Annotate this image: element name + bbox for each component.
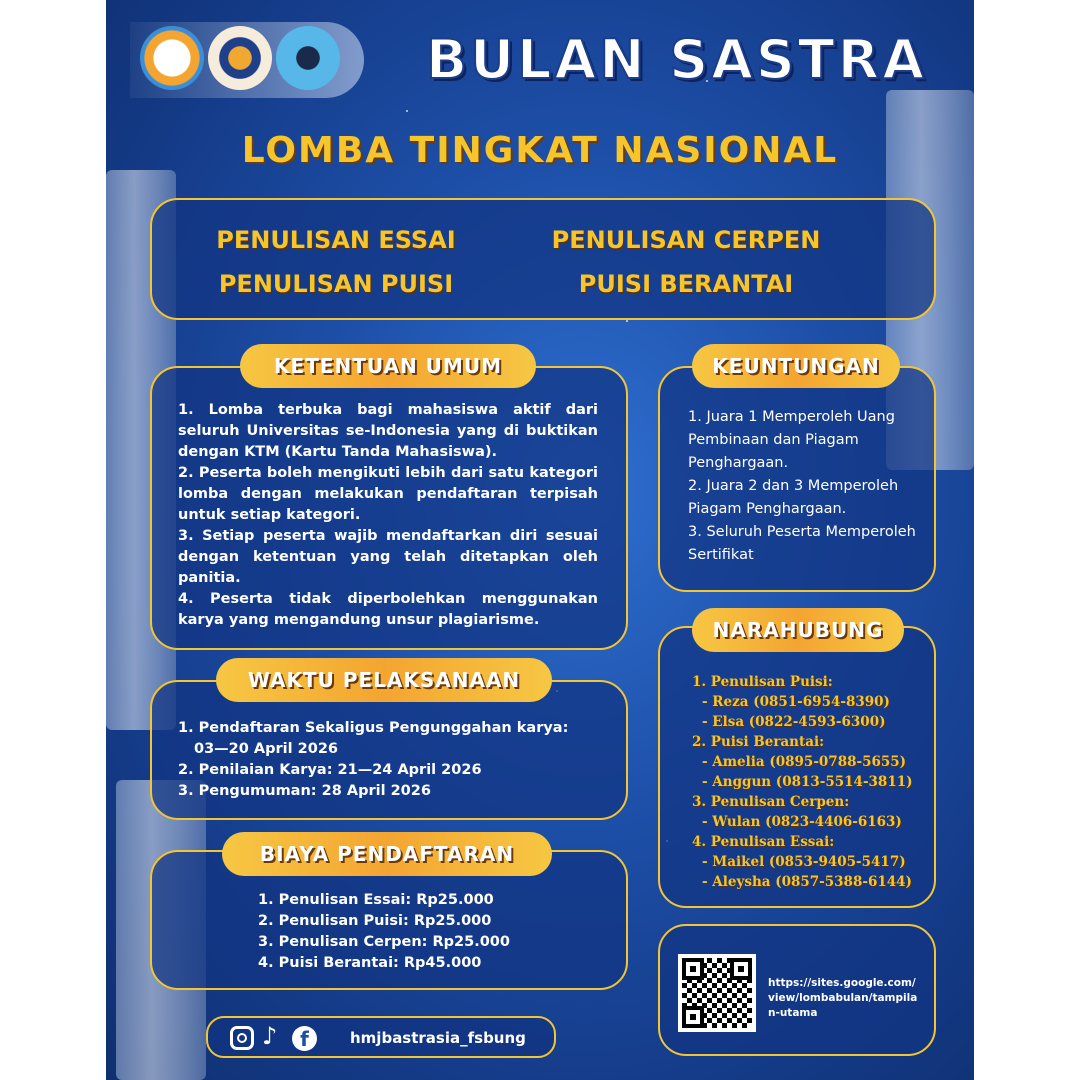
rule-item: 4. Peserta tidak diperbolehkan menggunakan karya yang mengandung unsur plagiarisme. bbox=[178, 591, 598, 628]
fee-item: 3. Penulisan Cerpen: Rp25.000 bbox=[258, 934, 510, 950]
rule-item: 3. Setiap peserta wajib mendaftarkan diri sesuai dengan ketentuan yang telah ditetapkan oleh panitia. bbox=[178, 528, 598, 586]
logo-strip bbox=[130, 22, 364, 98]
hmj-logo bbox=[276, 26, 340, 90]
benefit-item: 3. Seluruh Peserta Memperoleh Sertifikat bbox=[688, 524, 916, 563]
contact-category: 2. Puisi Berantai: bbox=[692, 734, 825, 750]
poster bbox=[106, 0, 974, 1080]
fee-item: 4. Puisi Berantai: Rp45.000 bbox=[258, 955, 482, 971]
category: PENULISAN CERPEN bbox=[551, 226, 821, 254]
registration-link[interactable]: https://sites.google.com/view/lombabulan/tampilan-utama bbox=[768, 977, 918, 1019]
event-subtitle: LOMBA TINGKAT NASIONAL bbox=[241, 130, 839, 171]
biaya-heading: BIAYA PENDAFTARAN bbox=[222, 832, 552, 876]
instagram-icon[interactable] bbox=[230, 1026, 254, 1050]
social-handle[interactable]: hmjbastrasia_fsbung bbox=[350, 1029, 526, 1047]
contact-person: - Aleysha (0857-5388-6144) bbox=[702, 874, 912, 890]
contact-person: - Anggun (0813-5514-3811) bbox=[702, 774, 913, 790]
qr-code[interactable] bbox=[678, 954, 756, 1032]
schedule-item: 1. Pendaftaran Sekaligus Pengunggahan karya: bbox=[178, 720, 569, 736]
fee-item: 2. Penulisan Puisi: Rp25.000 bbox=[258, 913, 492, 929]
schedule-date: 03—20 April 2026 bbox=[194, 741, 339, 757]
categories-box bbox=[150, 198, 936, 320]
rule-item: 1. Lomba terbuka bagi mahasiswa aktif dari seluruh Universitas se-Indonesia yang di buktikan dengan KTM (Kartu Tanda Mahasiswa). bbox=[178, 402, 598, 460]
tiktok-icon[interactable]: ♪ bbox=[262, 1022, 278, 1050]
category: PENULISAN ESSAI bbox=[216, 226, 456, 254]
contact-person: - Amelia (0895-0788-5655) bbox=[702, 754, 907, 770]
benefit-item: 2. Juara 2 dan 3 Memperoleh Piagam Penghargaan. bbox=[688, 478, 899, 517]
keuntungan-heading: KEUNTUNGAN bbox=[692, 344, 900, 388]
contact-person: - Wulan (0823-4406-6163) bbox=[702, 814, 902, 830]
contact-category: 4. Penulisan Essai: bbox=[692, 834, 835, 850]
event-title: BULAN SASTRA bbox=[426, 28, 927, 91]
narahubung-heading: NARAHUBUNG bbox=[692, 608, 904, 652]
fee-item: 1. Penulisan Essai: Rp25.000 bbox=[258, 892, 494, 908]
rule-item: 2. Peserta boleh mengikuti lebih dari satu kategori lomba dengan melakukan pendaftaran terpisah untuk setiap kategori. bbox=[178, 465, 598, 523]
contact-list bbox=[692, 672, 913, 892]
benefit-item: 1. Juara 1 Memperoleh Uang Pembinaan dan Piagam Penghargaan. bbox=[688, 409, 895, 471]
ketentuan-heading: KETENTUAN UMUM bbox=[240, 344, 536, 388]
contact-category: 1. Penulisan Puisi: bbox=[692, 674, 833, 690]
schedule-item: 2. Penilaian Karya: 21—24 April 2026 bbox=[178, 762, 482, 778]
contact-person: - Elsa (0822-4593-6300) bbox=[702, 714, 886, 730]
facebook-icon[interactable]: f bbox=[292, 1026, 317, 1051]
contact-person: - Reza (0851-6954-8390) bbox=[702, 694, 890, 710]
diktisaintek-logo bbox=[140, 26, 204, 90]
schedule-item: 3. Pengumuman: 28 April 2026 bbox=[178, 783, 431, 799]
ung-logo bbox=[208, 26, 272, 90]
contact-person: - Maikel (0853-9405-5417) bbox=[702, 854, 906, 870]
waktu-heading: WAKTU PELAKSANAAN bbox=[216, 658, 552, 702]
contact-category: 3. Penulisan Cerpen: bbox=[692, 794, 850, 810]
category: PENULISAN PUISI bbox=[218, 270, 454, 298]
social-bar bbox=[206, 1016, 556, 1058]
category: PUISI BERANTAI bbox=[578, 270, 794, 298]
